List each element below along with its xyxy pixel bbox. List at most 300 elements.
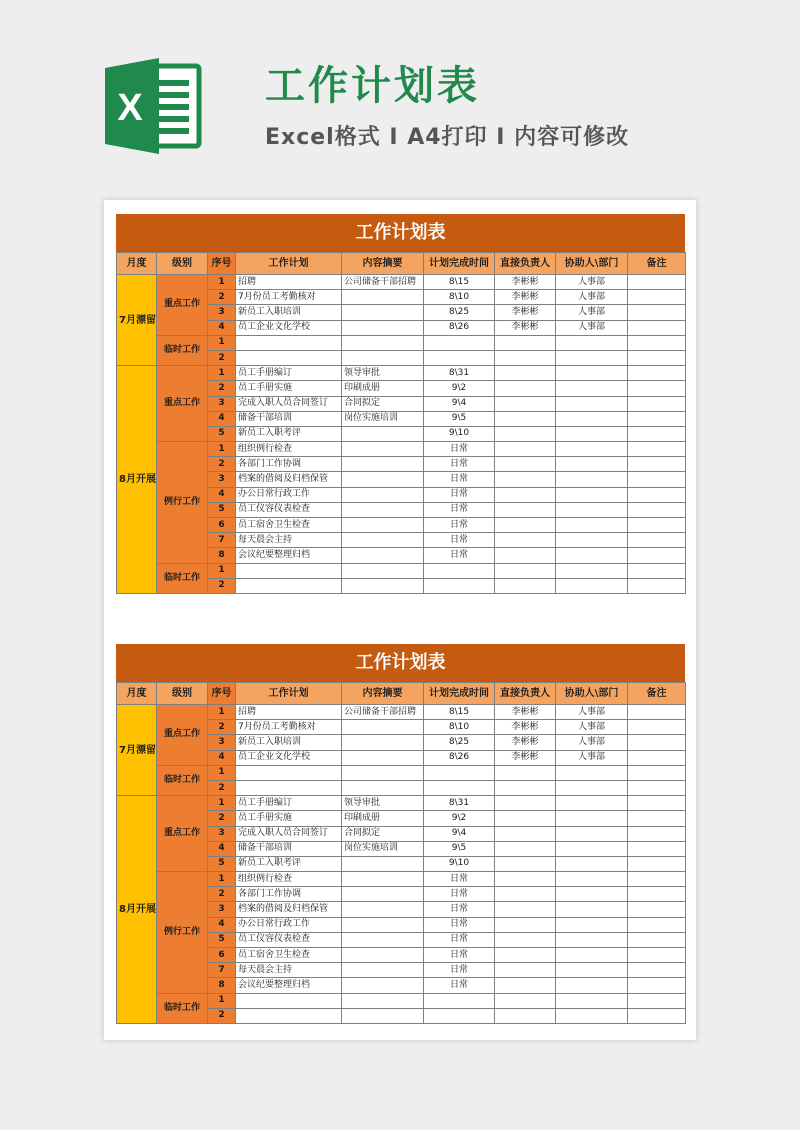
plan-cell[interactable]: 员工宿舍卫生检查 <box>236 518 342 533</box>
summary-cell[interactable] <box>342 780 424 795</box>
time-cell[interactable]: 日常 <box>424 887 495 902</box>
summary-cell[interactable]: 合同拟定 <box>342 396 424 411</box>
summary-cell[interactable]: 岗位实施培训 <box>342 411 424 426</box>
assist-cell[interactable] <box>556 518 628 533</box>
level-cell[interactable]: 临时工作 <box>157 563 208 593</box>
index-cell[interactable]: 4 <box>208 841 236 856</box>
note-cell[interactable] <box>628 796 686 811</box>
assist-cell[interactable] <box>556 902 628 917</box>
index-cell[interactable]: 1 <box>208 705 236 720</box>
note-cell[interactable] <box>628 993 686 1008</box>
owner-cell[interactable] <box>495 796 556 811</box>
plan-cell[interactable] <box>236 350 342 365</box>
assist-cell[interactable] <box>556 917 628 932</box>
owner-cell[interactable]: 李彬彬 <box>495 720 556 735</box>
owner-cell[interactable] <box>495 963 556 978</box>
plan-cell[interactable]: 7月份员工考勤核对 <box>236 290 342 305</box>
index-cell[interactable]: 5 <box>208 426 236 441</box>
plan-cell[interactable] <box>236 993 342 1008</box>
note-cell[interactable] <box>628 275 686 290</box>
summary-cell[interactable] <box>342 472 424 487</box>
owner-cell[interactable] <box>495 856 556 871</box>
time-cell[interactable]: 日常 <box>424 518 495 533</box>
note-cell[interactable] <box>628 978 686 993</box>
assist-cell[interactable]: 人事部 <box>556 720 628 735</box>
owner-cell[interactable] <box>495 426 556 441</box>
assist-cell[interactable] <box>556 978 628 993</box>
plan-cell[interactable]: 办公日常行政工作 <box>236 487 342 502</box>
assist-cell[interactable]: 人事部 <box>556 705 628 720</box>
summary-cell[interactable] <box>342 335 424 350</box>
plan-cell[interactable]: 组织例行检查 <box>236 442 342 457</box>
index-cell[interactable]: 1 <box>208 872 236 887</box>
index-cell[interactable]: 3 <box>208 902 236 917</box>
summary-cell[interactable] <box>342 932 424 947</box>
owner-cell[interactable]: 李彬彬 <box>495 290 556 305</box>
assist-cell[interactable] <box>556 502 628 517</box>
assist-cell[interactable] <box>556 826 628 841</box>
note-cell[interactable] <box>628 826 686 841</box>
index-cell[interactable]: 7 <box>208 533 236 548</box>
note-cell[interactable] <box>628 705 686 720</box>
time-cell[interactable] <box>424 578 495 593</box>
index-cell[interactable]: 4 <box>208 487 236 502</box>
note-cell[interactable] <box>628 856 686 871</box>
owner-cell[interactable] <box>495 350 556 365</box>
time-cell[interactable]: 日常 <box>424 502 495 517</box>
plan-cell[interactable]: 新员工入职考评 <box>236 856 342 871</box>
index-cell[interactable]: 8 <box>208 978 236 993</box>
index-cell[interactable]: 3 <box>208 305 236 320</box>
owner-cell[interactable]: 李彬彬 <box>495 750 556 765</box>
summary-cell[interactable] <box>342 502 424 517</box>
plan-cell[interactable]: 各部门工作协调 <box>236 457 342 472</box>
time-cell[interactable]: 8\25 <box>424 305 495 320</box>
index-cell[interactable]: 1 <box>208 275 236 290</box>
plan-cell[interactable]: 各部门工作协调 <box>236 887 342 902</box>
assist-cell[interactable] <box>556 578 628 593</box>
summary-cell[interactable] <box>342 578 424 593</box>
index-cell[interactable]: 1 <box>208 563 236 578</box>
month-cell[interactable]: 7月漂留 <box>117 705 157 796</box>
owner-cell[interactable]: 李彬彬 <box>495 705 556 720</box>
index-cell[interactable]: 2 <box>208 381 236 396</box>
assist-cell[interactable] <box>556 487 628 502</box>
index-cell[interactable]: 2 <box>208 780 236 795</box>
plan-cell[interactable] <box>236 780 342 795</box>
index-cell[interactable]: 3 <box>208 735 236 750</box>
plan-cell[interactable]: 员工手册编订 <box>236 796 342 811</box>
plan-cell[interactable] <box>236 335 342 350</box>
summary-cell[interactable] <box>342 290 424 305</box>
plan-cell[interactable]: 储备干部培训 <box>236 411 342 426</box>
summary-cell[interactable]: 印刷成册 <box>342 811 424 826</box>
assist-cell[interactable] <box>556 872 628 887</box>
time-cell[interactable]: 9\10 <box>424 856 495 871</box>
plan-cell[interactable]: 每天晨会主持 <box>236 963 342 978</box>
owner-cell[interactable] <box>495 381 556 396</box>
summary-cell[interactable] <box>342 1008 424 1023</box>
index-cell[interactable]: 6 <box>208 518 236 533</box>
assist-cell[interactable] <box>556 411 628 426</box>
plan-cell[interactable]: 员工仪容仪表检查 <box>236 502 342 517</box>
time-cell[interactable]: 8\31 <box>424 366 495 381</box>
note-cell[interactable] <box>628 350 686 365</box>
assist-cell[interactable] <box>556 533 628 548</box>
time-cell[interactable]: 9\5 <box>424 411 495 426</box>
index-cell[interactable]: 2 <box>208 290 236 305</box>
owner-cell[interactable] <box>495 411 556 426</box>
owner-cell[interactable] <box>495 457 556 472</box>
assist-cell[interactable] <box>556 442 628 457</box>
summary-cell[interactable] <box>342 533 424 548</box>
plan-cell[interactable]: 员工企业文化学校 <box>236 320 342 335</box>
assist-cell[interactable] <box>556 366 628 381</box>
index-cell[interactable]: 2 <box>208 811 236 826</box>
owner-cell[interactable] <box>495 902 556 917</box>
time-cell[interactable]: 8\10 <box>424 720 495 735</box>
note-cell[interactable] <box>628 518 686 533</box>
owner-cell[interactable] <box>495 887 556 902</box>
summary-cell[interactable]: 领导审批 <box>342 366 424 381</box>
assist-cell[interactable]: 人事部 <box>556 305 628 320</box>
note-cell[interactable] <box>628 735 686 750</box>
note-cell[interactable] <box>628 366 686 381</box>
level-cell[interactable]: 临时工作 <box>157 765 208 795</box>
summary-cell[interactable]: 公司储备干部招聘 <box>342 705 424 720</box>
summary-cell[interactable] <box>342 487 424 502</box>
assist-cell[interactable] <box>556 472 628 487</box>
note-cell[interactable] <box>628 563 686 578</box>
note-cell[interactable] <box>628 932 686 947</box>
note-cell[interactable] <box>628 442 686 457</box>
assist-cell[interactable] <box>556 548 628 563</box>
owner-cell[interactable] <box>495 978 556 993</box>
plan-cell[interactable]: 档案的借阅及归档保管 <box>236 472 342 487</box>
owner-cell[interactable] <box>495 366 556 381</box>
note-cell[interactable] <box>628 335 686 350</box>
level-cell[interactable]: 重点工作 <box>157 275 208 336</box>
index-cell[interactable]: 2 <box>208 457 236 472</box>
plan-cell[interactable] <box>236 1008 342 1023</box>
time-cell[interactable] <box>424 780 495 795</box>
owner-cell[interactable]: 李彬彬 <box>495 320 556 335</box>
plan-cell[interactable] <box>236 578 342 593</box>
summary-cell[interactable] <box>342 856 424 871</box>
note-cell[interactable] <box>628 578 686 593</box>
time-cell[interactable]: 8\15 <box>424 705 495 720</box>
time-cell[interactable]: 8\10 <box>424 290 495 305</box>
plan-cell[interactable]: 员工仪容仪表检查 <box>236 932 342 947</box>
note-cell[interactable] <box>628 720 686 735</box>
index-cell[interactable]: 1 <box>208 993 236 1008</box>
summary-cell[interactable]: 领导审批 <box>342 796 424 811</box>
owner-cell[interactable] <box>495 993 556 1008</box>
summary-cell[interactable]: 公司储备干部招聘 <box>342 275 424 290</box>
time-cell[interactable]: 9\2 <box>424 381 495 396</box>
summary-cell[interactable] <box>342 765 424 780</box>
owner-cell[interactable] <box>495 948 556 963</box>
summary-cell[interactable] <box>342 442 424 457</box>
assist-cell[interactable] <box>556 948 628 963</box>
index-cell[interactable]: 5 <box>208 856 236 871</box>
owner-cell[interactable] <box>495 548 556 563</box>
owner-cell[interactable]: 李彬彬 <box>495 305 556 320</box>
time-cell[interactable] <box>424 563 495 578</box>
note-cell[interactable] <box>628 502 686 517</box>
assist-cell[interactable] <box>556 563 628 578</box>
assist-cell[interactable] <box>556 963 628 978</box>
time-cell[interactable]: 9\4 <box>424 396 495 411</box>
owner-cell[interactable] <box>495 917 556 932</box>
owner-cell[interactable] <box>495 442 556 457</box>
assist-cell[interactable]: 人事部 <box>556 735 628 750</box>
note-cell[interactable] <box>628 1008 686 1023</box>
plan-cell[interactable]: 完成入职人员合同签订 <box>236 396 342 411</box>
time-cell[interactable]: 日常 <box>424 948 495 963</box>
summary-cell[interactable] <box>342 872 424 887</box>
time-cell[interactable] <box>424 993 495 1008</box>
assist-cell[interactable] <box>556 1008 628 1023</box>
level-cell[interactable]: 重点工作 <box>157 366 208 442</box>
index-cell[interactable]: 5 <box>208 502 236 517</box>
index-cell[interactable]: 1 <box>208 765 236 780</box>
time-cell[interactable] <box>424 765 495 780</box>
plan-cell[interactable] <box>236 563 342 578</box>
owner-cell[interactable]: 李彬彬 <box>495 735 556 750</box>
summary-cell[interactable] <box>342 320 424 335</box>
note-cell[interactable] <box>628 533 686 548</box>
time-cell[interactable]: 8\15 <box>424 275 495 290</box>
time-cell[interactable] <box>424 335 495 350</box>
time-cell[interactable]: 日常 <box>424 932 495 947</box>
owner-cell[interactable] <box>495 780 556 795</box>
index-cell[interactable]: 6 <box>208 948 236 963</box>
index-cell[interactable]: 1 <box>208 442 236 457</box>
owner-cell[interactable] <box>495 932 556 947</box>
plan-cell[interactable]: 储备干部培训 <box>236 841 342 856</box>
month-cell[interactable]: 8月开展 <box>117 796 157 1024</box>
assist-cell[interactable] <box>556 396 628 411</box>
owner-cell[interactable] <box>495 533 556 548</box>
plan-cell[interactable]: 会议纪要整理归档 <box>236 548 342 563</box>
note-cell[interactable] <box>628 948 686 963</box>
plan-cell[interactable]: 7月份员工考勤核对 <box>236 720 342 735</box>
index-cell[interactable]: 4 <box>208 320 236 335</box>
assist-cell[interactable]: 人事部 <box>556 275 628 290</box>
assist-cell[interactable] <box>556 993 628 1008</box>
summary-cell[interactable] <box>342 548 424 563</box>
plan-cell[interactable]: 完成入职人员合同签订 <box>236 826 342 841</box>
note-cell[interactable] <box>628 963 686 978</box>
index-cell[interactable]: 2 <box>208 887 236 902</box>
index-cell[interactable]: 2 <box>208 1008 236 1023</box>
assist-cell[interactable]: 人事部 <box>556 750 628 765</box>
summary-cell[interactable] <box>342 518 424 533</box>
index-cell[interactable]: 1 <box>208 366 236 381</box>
plan-cell[interactable]: 员工企业文化学校 <box>236 750 342 765</box>
owner-cell[interactable] <box>495 396 556 411</box>
owner-cell[interactable] <box>495 487 556 502</box>
assist-cell[interactable] <box>556 350 628 365</box>
assist-cell[interactable] <box>556 856 628 871</box>
owner-cell[interactable] <box>495 872 556 887</box>
time-cell[interactable]: 日常 <box>424 533 495 548</box>
note-cell[interactable] <box>628 872 686 887</box>
summary-cell[interactable]: 合同拟定 <box>342 826 424 841</box>
time-cell[interactable]: 日常 <box>424 978 495 993</box>
time-cell[interactable]: 9\2 <box>424 811 495 826</box>
time-cell[interactable]: 日常 <box>424 548 495 563</box>
note-cell[interactable] <box>628 381 686 396</box>
index-cell[interactable]: 4 <box>208 411 236 426</box>
assist-cell[interactable] <box>556 841 628 856</box>
plan-cell[interactable]: 新员工入职培训 <box>236 735 342 750</box>
summary-cell[interactable] <box>342 993 424 1008</box>
time-cell[interactable]: 日常 <box>424 457 495 472</box>
note-cell[interactable] <box>628 811 686 826</box>
summary-cell[interactable] <box>342 735 424 750</box>
plan-cell[interactable]: 新员工入职培训 <box>236 305 342 320</box>
plan-cell[interactable]: 档案的借阅及归档保管 <box>236 902 342 917</box>
note-cell[interactable] <box>628 320 686 335</box>
time-cell[interactable]: 日常 <box>424 872 495 887</box>
owner-cell[interactable] <box>495 335 556 350</box>
assist-cell[interactable] <box>556 887 628 902</box>
owner-cell[interactable] <box>495 518 556 533</box>
note-cell[interactable] <box>628 457 686 472</box>
owner-cell[interactable] <box>495 563 556 578</box>
plan-cell[interactable]: 员工手册实施 <box>236 381 342 396</box>
note-cell[interactable] <box>628 396 686 411</box>
time-cell[interactable]: 日常 <box>424 487 495 502</box>
time-cell[interactable]: 9\10 <box>424 426 495 441</box>
level-cell[interactable]: 临时工作 <box>157 993 208 1023</box>
index-cell[interactable]: 3 <box>208 472 236 487</box>
note-cell[interactable] <box>628 780 686 795</box>
index-cell[interactable]: 1 <box>208 335 236 350</box>
owner-cell[interactable] <box>495 826 556 841</box>
assist-cell[interactable] <box>556 765 628 780</box>
plan-cell[interactable]: 招聘 <box>236 275 342 290</box>
owner-cell[interactable] <box>495 472 556 487</box>
plan-cell[interactable]: 新员工入职考评 <box>236 426 342 441</box>
owner-cell[interactable] <box>495 1008 556 1023</box>
plan-cell[interactable]: 会议纪要整理归档 <box>236 978 342 993</box>
summary-cell[interactable] <box>342 902 424 917</box>
summary-cell[interactable] <box>342 948 424 963</box>
summary-cell[interactable] <box>342 305 424 320</box>
level-cell[interactable]: 重点工作 <box>157 705 208 766</box>
index-cell[interactable]: 3 <box>208 826 236 841</box>
time-cell[interactable]: 日常 <box>424 963 495 978</box>
time-cell[interactable]: 日常 <box>424 442 495 457</box>
owner-cell[interactable] <box>495 841 556 856</box>
note-cell[interactable] <box>628 472 686 487</box>
summary-cell[interactable] <box>342 426 424 441</box>
plan-cell[interactable]: 办公日常行政工作 <box>236 917 342 932</box>
summary-cell[interactable] <box>342 720 424 735</box>
owner-cell[interactable]: 李彬彬 <box>495 275 556 290</box>
owner-cell[interactable] <box>495 765 556 780</box>
time-cell[interactable]: 8\26 <box>424 750 495 765</box>
month-cell[interactable]: 7月漂留 <box>117 275 157 366</box>
summary-cell[interactable] <box>342 350 424 365</box>
plan-cell[interactable]: 组织例行检查 <box>236 872 342 887</box>
plan-cell[interactable] <box>236 765 342 780</box>
index-cell[interactable]: 4 <box>208 750 236 765</box>
index-cell[interactable]: 3 <box>208 396 236 411</box>
level-cell[interactable]: 重点工作 <box>157 796 208 872</box>
summary-cell[interactable]: 岗位实施培训 <box>342 841 424 856</box>
assist-cell[interactable] <box>556 796 628 811</box>
summary-cell[interactable] <box>342 963 424 978</box>
assist-cell[interactable] <box>556 811 628 826</box>
plan-cell[interactable]: 每天晨会主持 <box>236 533 342 548</box>
index-cell[interactable]: 7 <box>208 963 236 978</box>
note-cell[interactable] <box>628 902 686 917</box>
time-cell[interactable]: 9\5 <box>424 841 495 856</box>
summary-cell[interactable] <box>342 978 424 993</box>
summary-cell[interactable] <box>342 563 424 578</box>
assist-cell[interactable] <box>556 780 628 795</box>
level-cell[interactable]: 例行工作 <box>157 872 208 994</box>
index-cell[interactable]: 2 <box>208 350 236 365</box>
plan-cell[interactable]: 员工手册实施 <box>236 811 342 826</box>
note-cell[interactable] <box>628 917 686 932</box>
assist-cell[interactable] <box>556 426 628 441</box>
plan-cell[interactable]: 员工手册编订 <box>236 366 342 381</box>
time-cell[interactable]: 9\4 <box>424 826 495 841</box>
level-cell[interactable]: 例行工作 <box>157 442 208 564</box>
level-cell[interactable]: 临时工作 <box>157 335 208 365</box>
summary-cell[interactable]: 印刷成册 <box>342 381 424 396</box>
note-cell[interactable] <box>628 887 686 902</box>
assist-cell[interactable] <box>556 457 628 472</box>
index-cell[interactable]: 2 <box>208 720 236 735</box>
plan-cell[interactable]: 招聘 <box>236 705 342 720</box>
note-cell[interactable] <box>628 290 686 305</box>
month-cell[interactable]: 8月开展 <box>117 366 157 594</box>
assist-cell[interactable] <box>556 932 628 947</box>
summary-cell[interactable] <box>342 917 424 932</box>
owner-cell[interactable] <box>495 811 556 826</box>
index-cell[interactable]: 5 <box>208 932 236 947</box>
note-cell[interactable] <box>628 305 686 320</box>
time-cell[interactable]: 8\26 <box>424 320 495 335</box>
owner-cell[interactable] <box>495 502 556 517</box>
time-cell[interactable]: 日常 <box>424 472 495 487</box>
note-cell[interactable] <box>628 548 686 563</box>
assist-cell[interactable] <box>556 381 628 396</box>
time-cell[interactable]: 8\31 <box>424 796 495 811</box>
index-cell[interactable]: 4 <box>208 917 236 932</box>
plan-cell[interactable]: 员工宿舍卫生检查 <box>236 948 342 963</box>
index-cell[interactable]: 1 <box>208 796 236 811</box>
note-cell[interactable] <box>628 841 686 856</box>
note-cell[interactable] <box>628 411 686 426</box>
assist-cell[interactable]: 人事部 <box>556 290 628 305</box>
index-cell[interactable]: 8 <box>208 548 236 563</box>
note-cell[interactable] <box>628 765 686 780</box>
index-cell[interactable]: 2 <box>208 578 236 593</box>
time-cell[interactable]: 日常 <box>424 917 495 932</box>
assist-cell[interactable]: 人事部 <box>556 320 628 335</box>
note-cell[interactable] <box>628 487 686 502</box>
summary-cell[interactable] <box>342 750 424 765</box>
time-cell[interactable] <box>424 350 495 365</box>
summary-cell[interactable] <box>342 457 424 472</box>
